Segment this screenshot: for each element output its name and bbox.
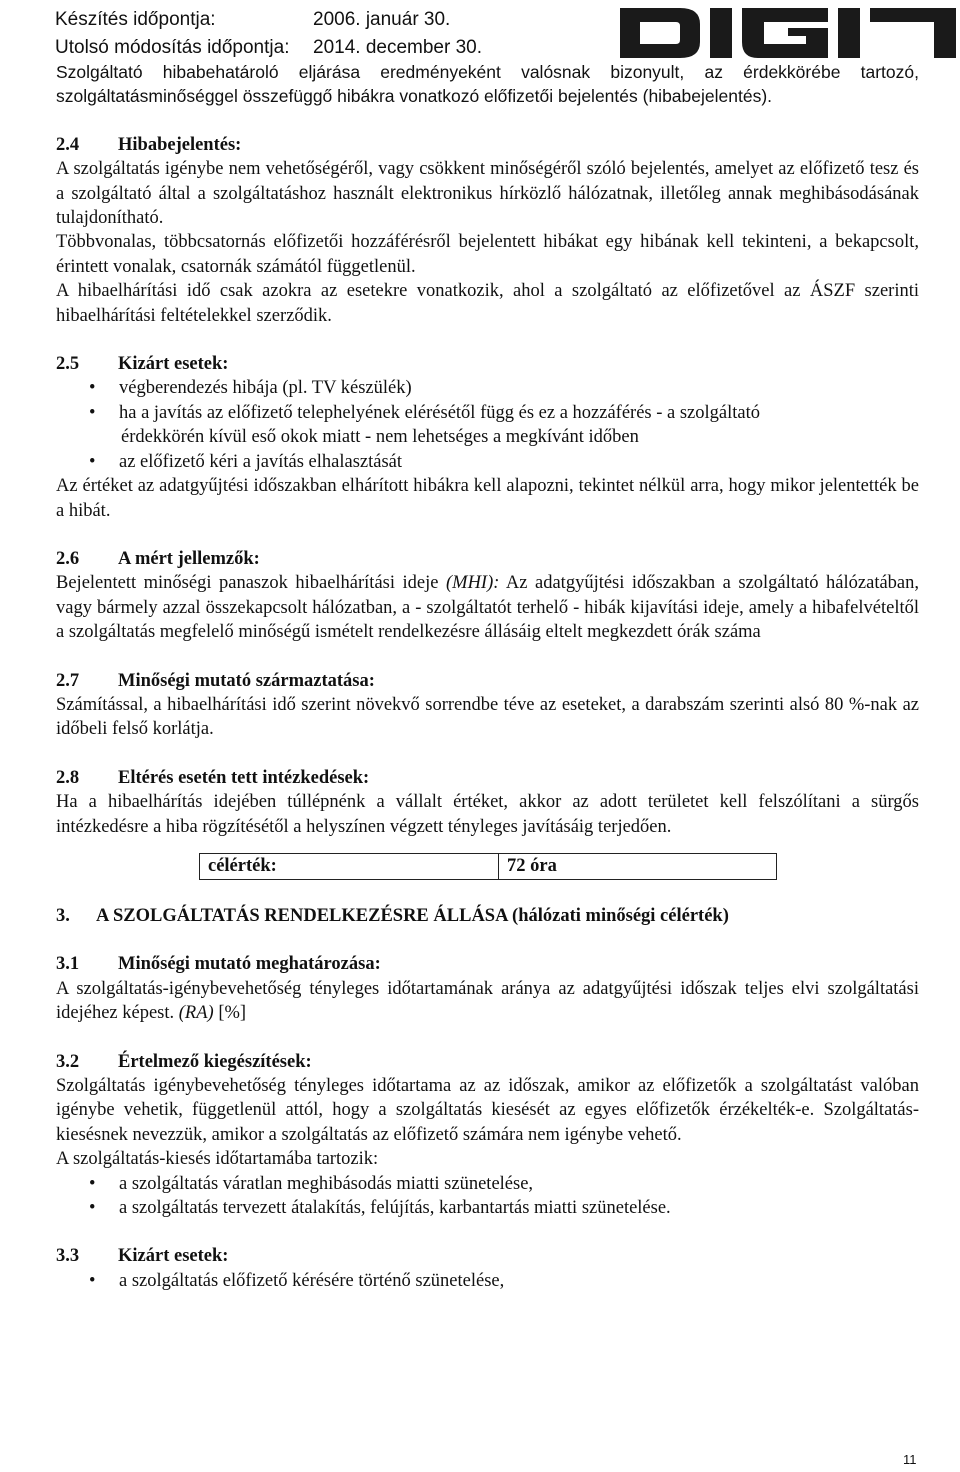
section-3-2-paragraph-2: A szolgáltatás-kiesés időtartamába tartozik:	[56, 1149, 379, 1170]
section-number: 2.4	[56, 134, 80, 155]
list-item	[56, 376, 919, 400]
section-3-1-heading	[56, 952, 919, 976]
text-run: Bejelentett minőségi panaszok hibaelhárítási ideje	[56, 573, 446, 594]
section-2-6-paragraph	[56, 571, 919, 644]
list-item	[56, 1196, 919, 1220]
target-label: célérték:	[200, 854, 499, 879]
text-run: [%]	[213, 1003, 247, 1024]
section-3-2-paragraph-1: Szolgáltatás igénybevehetőség tényleges időtartama az az időszak, amikor az előfizetők a szolgáltatást valóban igénybe vehetik, függetlenül attól, hogy a szolgáltatás kiesését az egyes előfizetők érzékelték-e. Szolgáltatás-kiesésnek nevezzük, amikor a szolgáltatás az előfizető számára nem igénybe vehető.	[56, 1076, 919, 1145]
section-title: Kizárt esetek:	[118, 1246, 229, 1267]
created-label: Készítés időpontja:	[55, 8, 216, 30]
section-number: 3.3	[56, 1246, 80, 1267]
section-3-2-list	[56, 1172, 919, 1221]
section-number: 3.1	[56, 954, 80, 975]
section-2-5-list	[56, 376, 919, 474]
section-2-8-paragraph: Ha a hibaelhárítás idejében túllépnénk a vállalt értéket, akkor az adott területet kell felszólítani a sürgős intézkedésre a hiba rögzítésétől a helyszínen végzett tényleges javításáig terjedően.	[56, 792, 919, 837]
intro-paragraph: Szolgáltató hibabehatároló eljárása eredményeként valósnak bizonyult, az érdekkörébe tartozó, szolgáltatásminőséggel összefüggő hibákra vonatkozó előfizetői bejelentés (hibabejelentés).	[56, 62, 919, 107]
list-item-continuation: érdekkörén kívül eső okok miatt - nem lehetséges a megkívánt időben	[121, 427, 639, 448]
list-item	[56, 450, 919, 474]
modified-row	[55, 34, 615, 62]
section-3-3-heading	[56, 1244, 919, 1268]
list-item-text: a szolgáltatás váratlan meghibásodás miatti szünetelése,	[119, 1173, 534, 1194]
section-title: Hibabejelentés:	[118, 134, 242, 155]
digi-logo	[618, 2, 958, 60]
modified-label: Utolsó módosítás időpontja:	[55, 36, 290, 58]
list-item-text: a szolgáltatás előfizető kérésére történő szünetelése,	[119, 1270, 505, 1291]
section-2-5-heading	[56, 352, 919, 376]
ra-abbreviation: (RA)	[178, 1003, 214, 1024]
section-2-6-heading	[56, 547, 919, 571]
section-2-4-paragraph-3: A hibaelhárítási idő csak azokra az esetekre vonatkozik, ahol a szolgáltató az előfizetővel az ÁSZF szerinti hibaelhárítási feltételekkel szerződik.	[56, 281, 919, 326]
section-number: 2.6	[56, 548, 80, 569]
created-row	[55, 6, 615, 34]
section-3-3-list	[56, 1269, 919, 1293]
section-number: 3.	[56, 905, 70, 926]
modified-value: 2014. december 30.	[313, 36, 483, 58]
list-item	[56, 1172, 919, 1196]
section-number: 2.5	[56, 354, 80, 375]
created-value: 2006. január 30.	[313, 8, 451, 30]
mhi-abbreviation: (MHI):	[446, 573, 500, 594]
section-title: Kizárt esetek:	[118, 354, 229, 375]
list-item-text: a szolgáltatás tervezett átalakítás, felújítás, karbantartás miatti szünetelése.	[119, 1198, 671, 1219]
document-header	[55, 6, 615, 62]
section-3-heading	[56, 904, 919, 928]
target-value: 72 óra	[507, 855, 557, 876]
list-item	[56, 1269, 919, 1293]
section-3-1-paragraph	[56, 977, 919, 1026]
text-run: Az adatgyűjtési időszakban a szolgáltató hálózatában, vagy bármely azzal összekapcsolt hálózatban, a - szolgáltatót terhelő - hibák kijavítási ideje, amely a hibafelvételtől a szolgáltatás megfelelő minőségű ismételt rendelkezésre állásáig eltelt megkezdett órák száma	[56, 573, 920, 643]
section-2-4-paragraph-1: A szolgáltatás igénybe nem vehetőségéről, vagy csökkent minőségéről szóló bejelentés, amelyet az előfizető tesz és a szolgáltató által a szolgáltatáshoz használt elektronikus hírközlő hálózatnak, illetőleg annak meghibásodásának tulajdonítható.	[56, 159, 919, 229]
section-title: Minőségi mutató származtatása:	[118, 670, 375, 691]
text-run: A szolgáltatás-igénybevehetőség tényleges időtartamának aránya az adatgyűjtési időszak teljes elvi szolgáltatási idejéhez képest.	[56, 978, 919, 1024]
section-number: 2.7	[56, 670, 80, 691]
list-item-text: ha a javítás az előfizető telephelyének elérésétől függ és ez a hozzáférés - a szolgáltató	[119, 402, 760, 423]
list-item-text: az előfizető kéri a javítás elhalasztását	[119, 451, 403, 472]
page-number: 11	[903, 1452, 917, 1467]
section-2-7-paragraph: Számítással, a hibaelhárítási idő szerint növekvő sorrendbe téve az eseteket, a darabszám szerinti alsó 80 %-nak az időbeli felső korlátja.	[56, 694, 919, 740]
section-title: Minőségi mutató meghatározása:	[118, 954, 381, 975]
section-3-2-heading	[56, 1050, 919, 1074]
target-value-table	[199, 853, 777, 880]
section-title: A mért jellemzők:	[118, 548, 260, 569]
section-2-7-heading	[56, 669, 919, 693]
list-item	[56, 401, 919, 450]
list-item-text: végberendezés hibája (pl. TV készülék)	[119, 378, 412, 399]
section-title: Értelmező kiegészítések:	[118, 1051, 312, 1072]
document-body	[56, 60, 919, 1293]
section-2-4-heading	[56, 133, 919, 157]
section-number: 3.2	[56, 1051, 80, 1072]
section-title: A SZOLGÁLTATÁS RENDELKEZÉSRE ÁLLÁSA (hálózati minőségi célérték)	[96, 905, 729, 926]
section-2-5-paragraph: Az értéket az adatgyűjtési időszakban elhárított hibákra kell alapozni, tekintet nélkül arra, hogy mikor jelentették be a hibát.	[56, 476, 919, 521]
section-2-8-heading	[56, 766, 919, 790]
section-2-4-paragraph-2: Többvonalas, többcsatornás előfizetői hozzáférésről bejelentett hibákat egy hibának kell tekinteni, a bekapcsolt, érintett vonalak, csatornák számától függetlenül.	[56, 232, 919, 277]
section-number: 2.8	[56, 767, 80, 788]
section-title: Eltérés esetén tett intézkedések:	[118, 767, 370, 788]
